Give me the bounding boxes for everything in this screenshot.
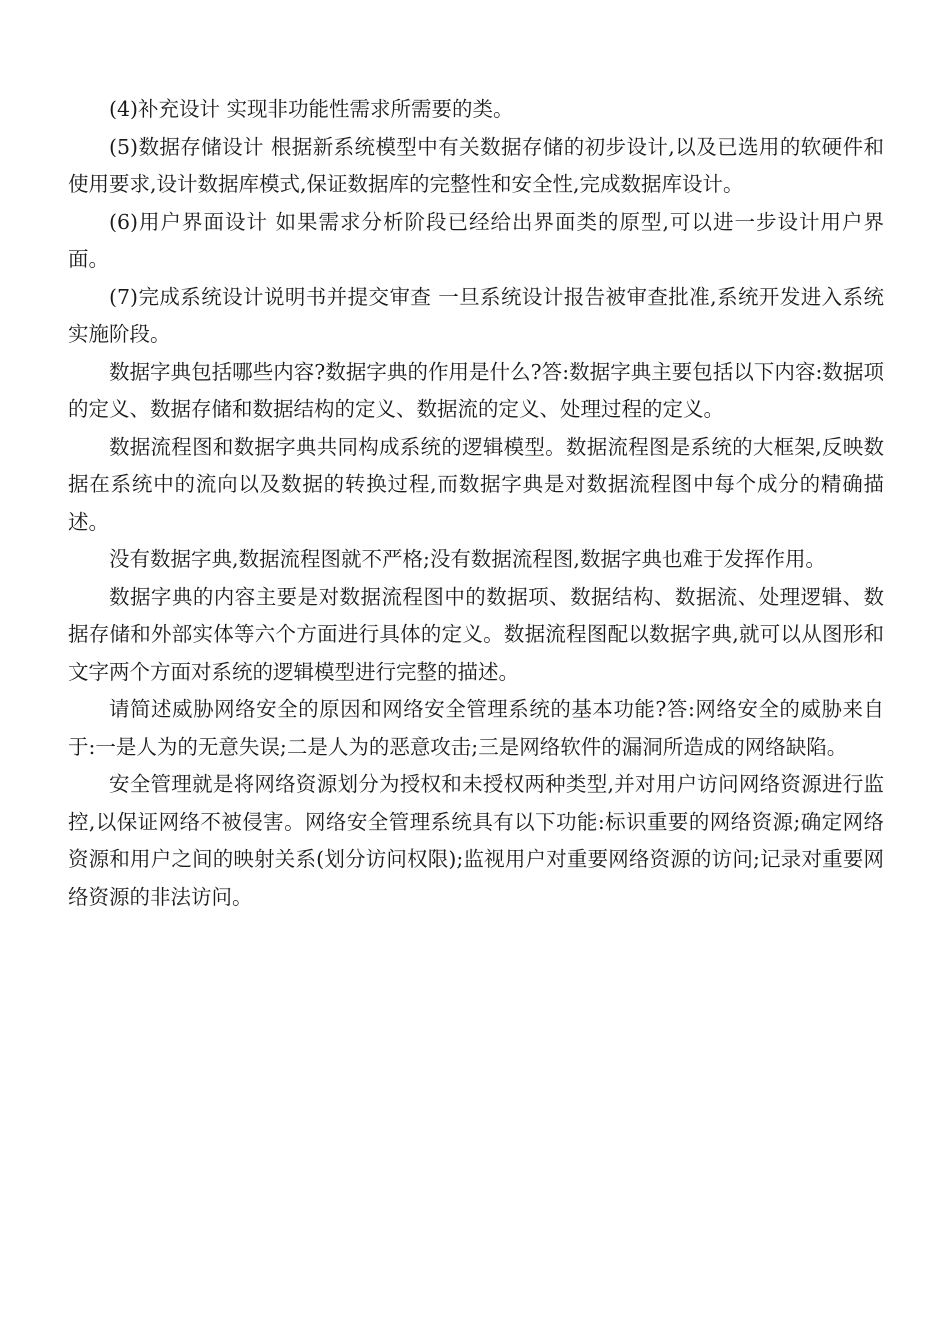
paragraph-dictionary-dfd-relation: 没有数据字典,数据流程图就不严格;没有数据流程图,数据字典也难于发挥作用。 xyxy=(109,547,826,571)
paragraph-design-spec-review: (7)完成系统设计说明书并提交审查 一旦系统设计报告被审查批准,系统开发进入系统实施阶段。 xyxy=(68,284,884,346)
paragraph-security-management-functions: 安全管理就是将网络资源划分为授权和未授权两种类型,并对用户访问网络资源进行监控,以保证网络不被侵害。网络安全管理系统具有以下功能:标识重要的网络资源;确定网络资源和用户之间的映射关系(划分访问权限);监视用户对重要网络资源的访问;记录对重要网络资源的非法访问。 xyxy=(68,772,884,909)
paragraph-supplementary-design: (4)补充设计 实现非功能性需求所需要的类。 xyxy=(109,97,514,121)
paragraph-user-interface-design: (6)用户界面设计 如果需求分析阶段已经给出界面类的原型,可以进一步设计用户界面。 xyxy=(68,209,884,271)
paragraph-data-dictionary-contents: 数据字典包括哪些内容?数据字典的作用是什么?答:数据字典主要包括以下内容:数据项的定义、数据存储和数据结构的定义、数据流的定义、处理过程的定义。 xyxy=(68,359,884,421)
paragraph-network-security-threats: 请简述威胁网络安全的原因和网络安全管理系统的基本功能?答:网络安全的威胁来自于:一是人为的无意失误;二是人为的恶意攻击;三是网络软件的漏洞所造成的网络缺陷。 xyxy=(68,697,884,759)
document-page xyxy=(68,91,884,916)
paragraph-data-storage-design: (5)数据存储设计 根据新系统模型中有关数据存储的初步设计,以及已选用的软硬件和使用要求,设计数据库模式,保证数据库的完整性和安全性,完成数据库设计。 xyxy=(68,134,884,196)
paragraph-dictionary-definition-scope: 数据字典的内容主要是对数据流程图中的数据项、数据结构、数据流、处理逻辑、数据存储和外部实体等六个方面进行具体的定义。数据流程图配以数据字典,就可以从图形和文字两个方面对系统的逻辑模型进行完整的描述。 xyxy=(68,584,884,684)
paragraph-logical-model: 数据流程图和数据字典共同构成系统的逻辑模型。数据流程图是系统的大框架,反映数据在系统中的流向以及数据的转换过程,而数据字典是对数据流程图中每个成分的精确描述。 xyxy=(68,434,884,534)
